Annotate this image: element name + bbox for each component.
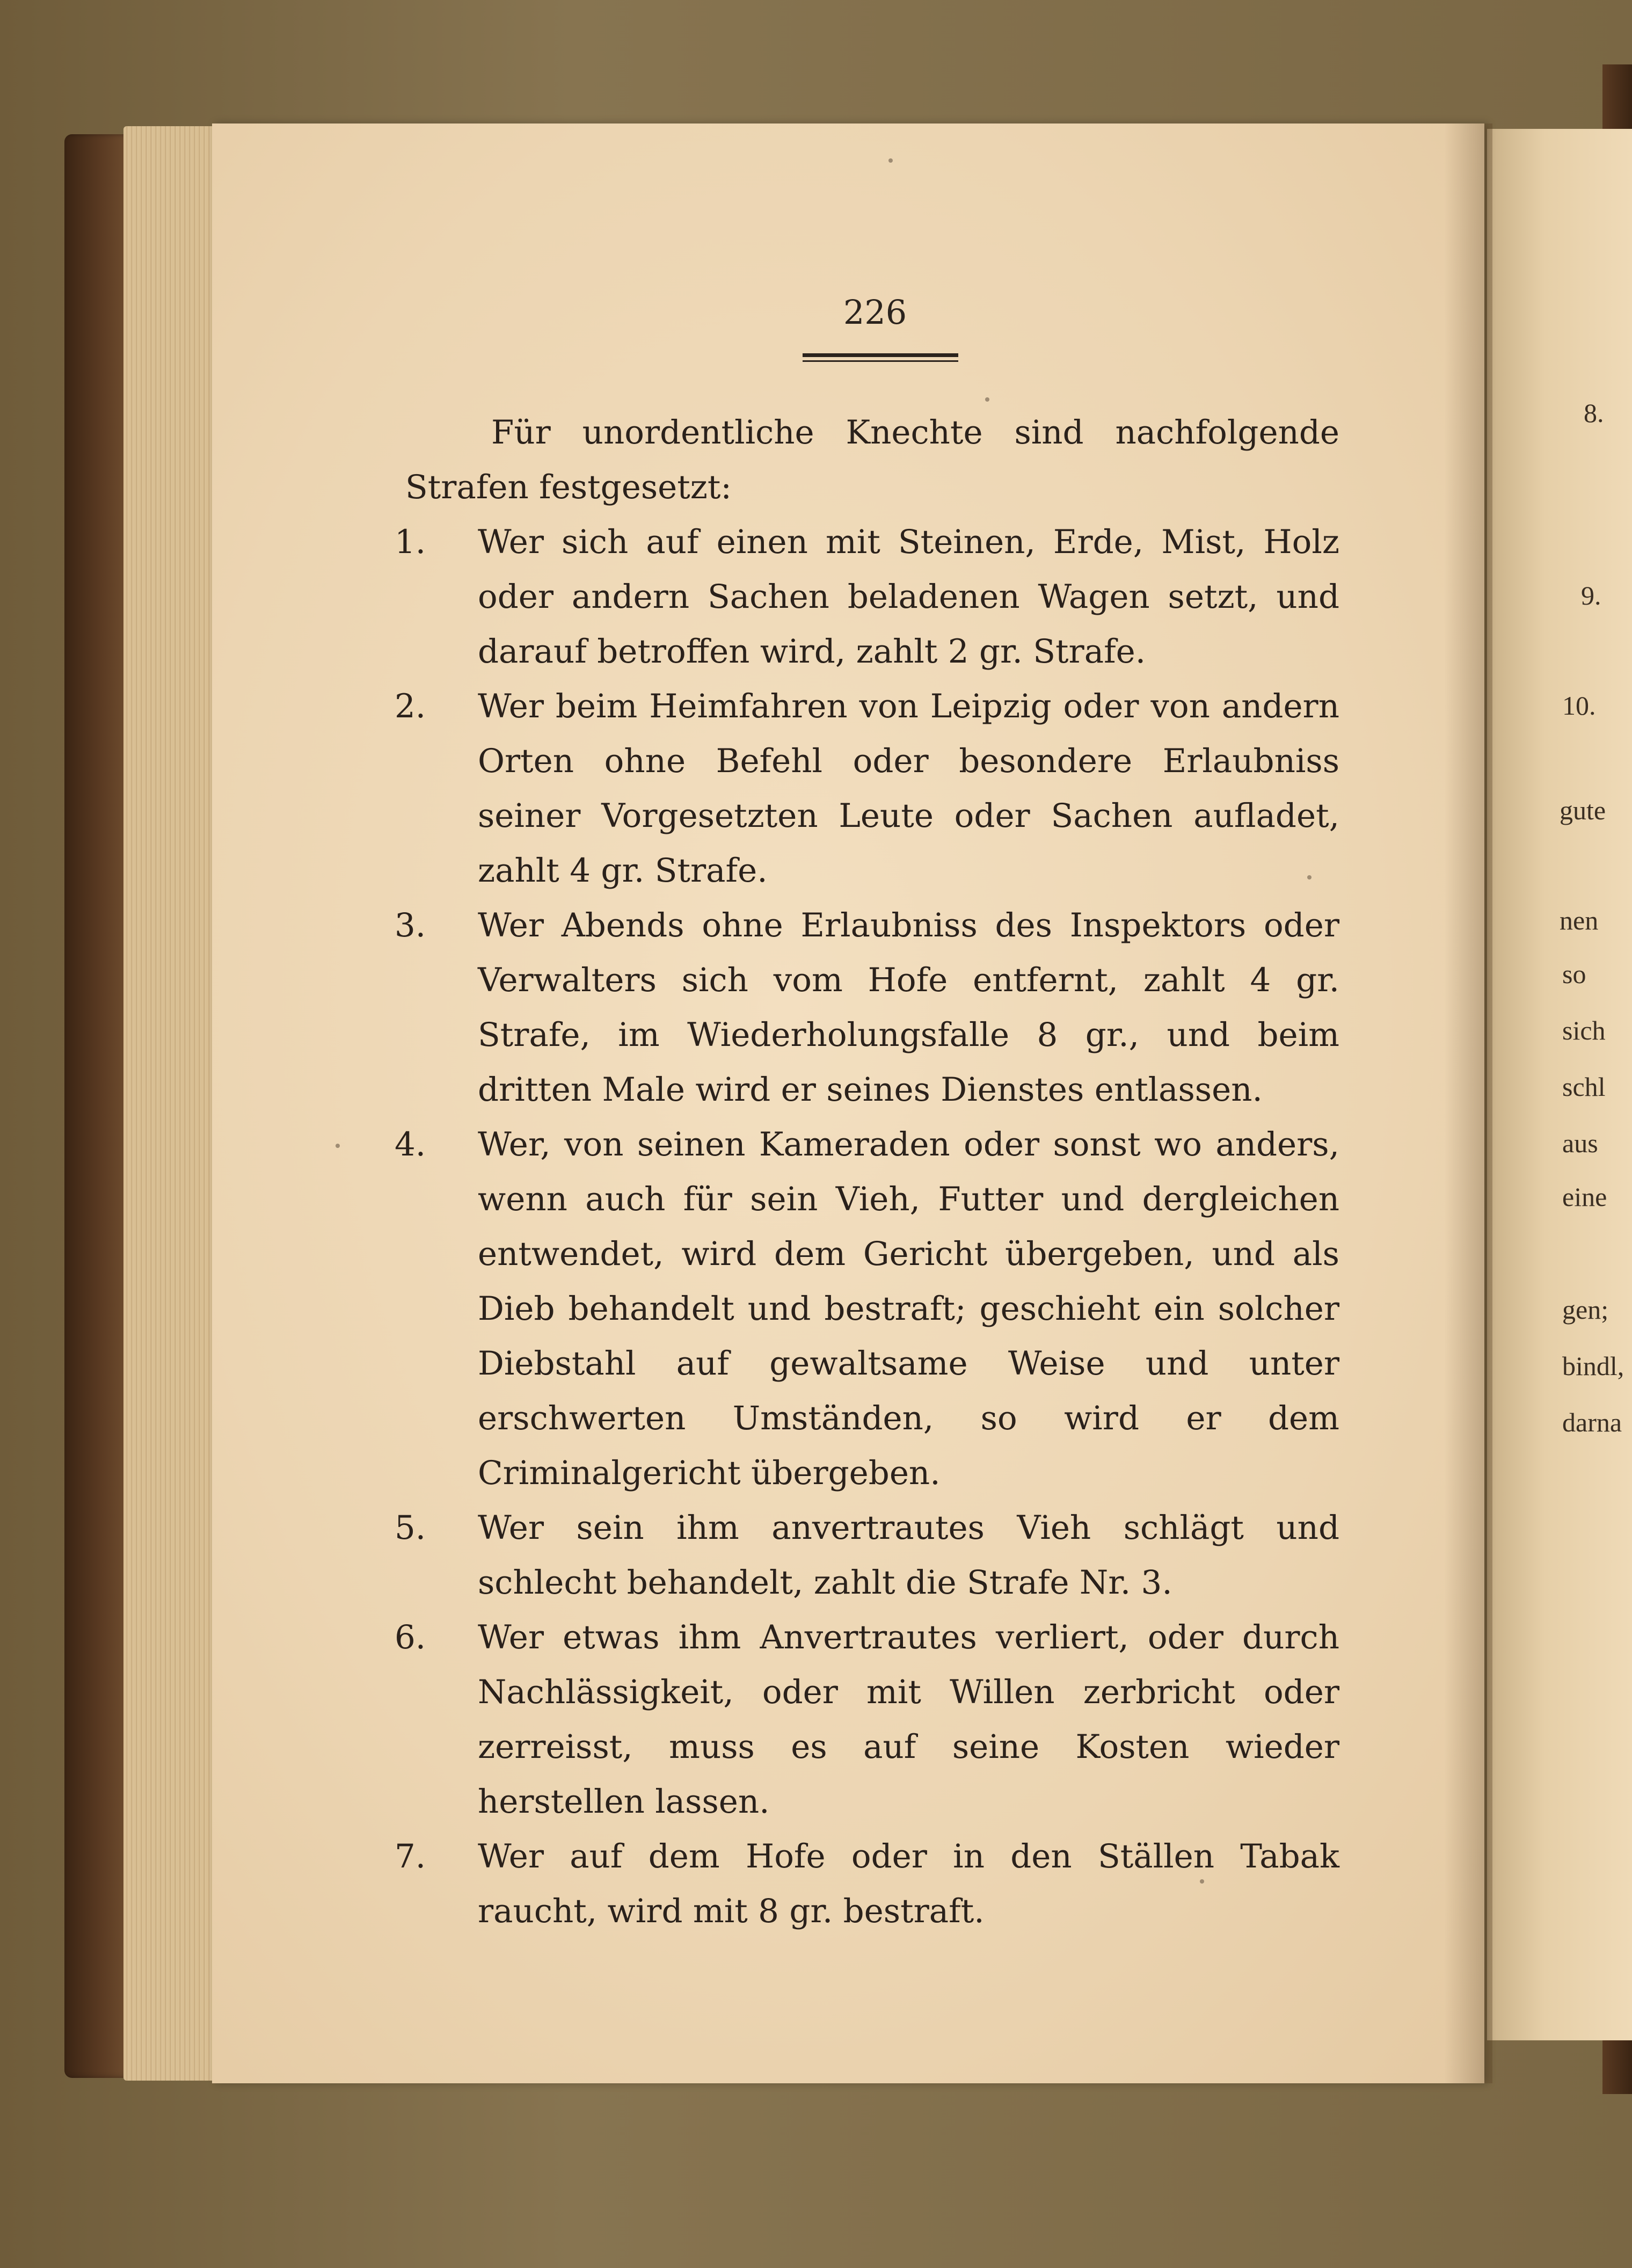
rule-item [395, 1610, 1339, 1829]
item-text: Wer Abends ohne Erlaubniss des Inspektors oder Verwalters sich vom Hofe entfernt, zahlt 4 gr. Strafe, im Wiederholungsfalle 8 gr., und beim dritten Male wird er seines Dienstes entlassen. [478, 906, 1339, 1109]
page-gutter-shadow [1444, 123, 1492, 2083]
item-text: Wer, von seinen Kameraden oder sonst wo anders, wenn auch für sein Vieh, Futter und dergleichen entwendet, wird dem Gericht übergeben, und als Dieb behandelt und bestraft; geschieht ein solcher Diebstahl auf gewaltsame Weise und unter erschwerten Umständen, so wird er dem Criminalgericht übergeben. [478, 1125, 1339, 1492]
item-text: Wer auf dem Hofe oder in den Ställen Tabak raucht, wird mit 8 gr. bestraft. [478, 1837, 1339, 1930]
facing-page-text: schl [1562, 1072, 1606, 1102]
facing-page-text: sich [1562, 1015, 1606, 1045]
rule-item [395, 515, 1339, 679]
facing-page-text: so [1562, 959, 1586, 989]
header-rule [803, 360, 958, 362]
facing-page-text: bindl, [1562, 1351, 1624, 1381]
page-body [395, 405, 1339, 1939]
paper-speck [888, 158, 893, 163]
facing-page-fragment [1487, 129, 1632, 2040]
item-number: 3. [395, 906, 426, 944]
rule-item [395, 898, 1339, 1117]
facing-page-text: 8. [1584, 398, 1604, 428]
item-number: 4. [395, 1125, 426, 1164]
rule-item [395, 1117, 1339, 1501]
item-number: 1. [395, 523, 426, 561]
paper-speck [336, 1144, 340, 1148]
item-text: Wer sein ihm anvertrautes Vieh schlägt und schlecht behandelt, zahlt die Strafe Nr. 3. [478, 1509, 1339, 1602]
header-rule [803, 353, 958, 357]
rule-item [395, 1501, 1339, 1610]
facing-page-text: eine [1562, 1182, 1607, 1212]
item-text: Wer beim Heimfahren von Leipzig oder von andern Orten ohne Befehl oder besondere Erlaubniss seiner Vorgesetzten Leute oder Sachen aufladet, zahlt 4 gr. Strafe. [478, 687, 1339, 890]
facing-page-text: gen; [1562, 1295, 1609, 1325]
item-text: Wer sich auf einen mit Steinen, Erde, Mist, Holz oder andern Sachen beladenen Wagen setzt, und darauf betroffen wird, zahlt 2 gr. Strafe. [478, 523, 1339, 671]
rule-item [395, 1829, 1339, 1939]
item-number: 5. [395, 1509, 426, 1547]
paper-speck [985, 397, 989, 402]
facing-page-text: aus [1562, 1128, 1598, 1158]
item-number: 6. [395, 1618, 426, 1656]
item-number: 7. [395, 1837, 426, 1876]
facing-page-text: darna [1562, 1407, 1622, 1437]
facing-page-text: 9. [1581, 580, 1601, 610]
facing-page-text: gute [1560, 795, 1606, 825]
item-text: Wer etwas ihm Anvertrautes verliert, oder durch Nachlässigkeit, oder mit Willen zerbricht oder zerreisst, muss es auf seine Kosten wieder herstellen lassen. [478, 1618, 1339, 1821]
page-number: 226 [843, 293, 907, 332]
intro-paragraph: Für unordentliche Knechte sind nachfolgende Strafen festgesetzt: [405, 413, 1339, 506]
item-number: 2. [395, 687, 426, 725]
page-edges [123, 126, 220, 2081]
rule-item [395, 679, 1339, 898]
facing-page-text: nen [1560, 905, 1599, 935]
facing-page-text: 10. [1562, 690, 1596, 721]
